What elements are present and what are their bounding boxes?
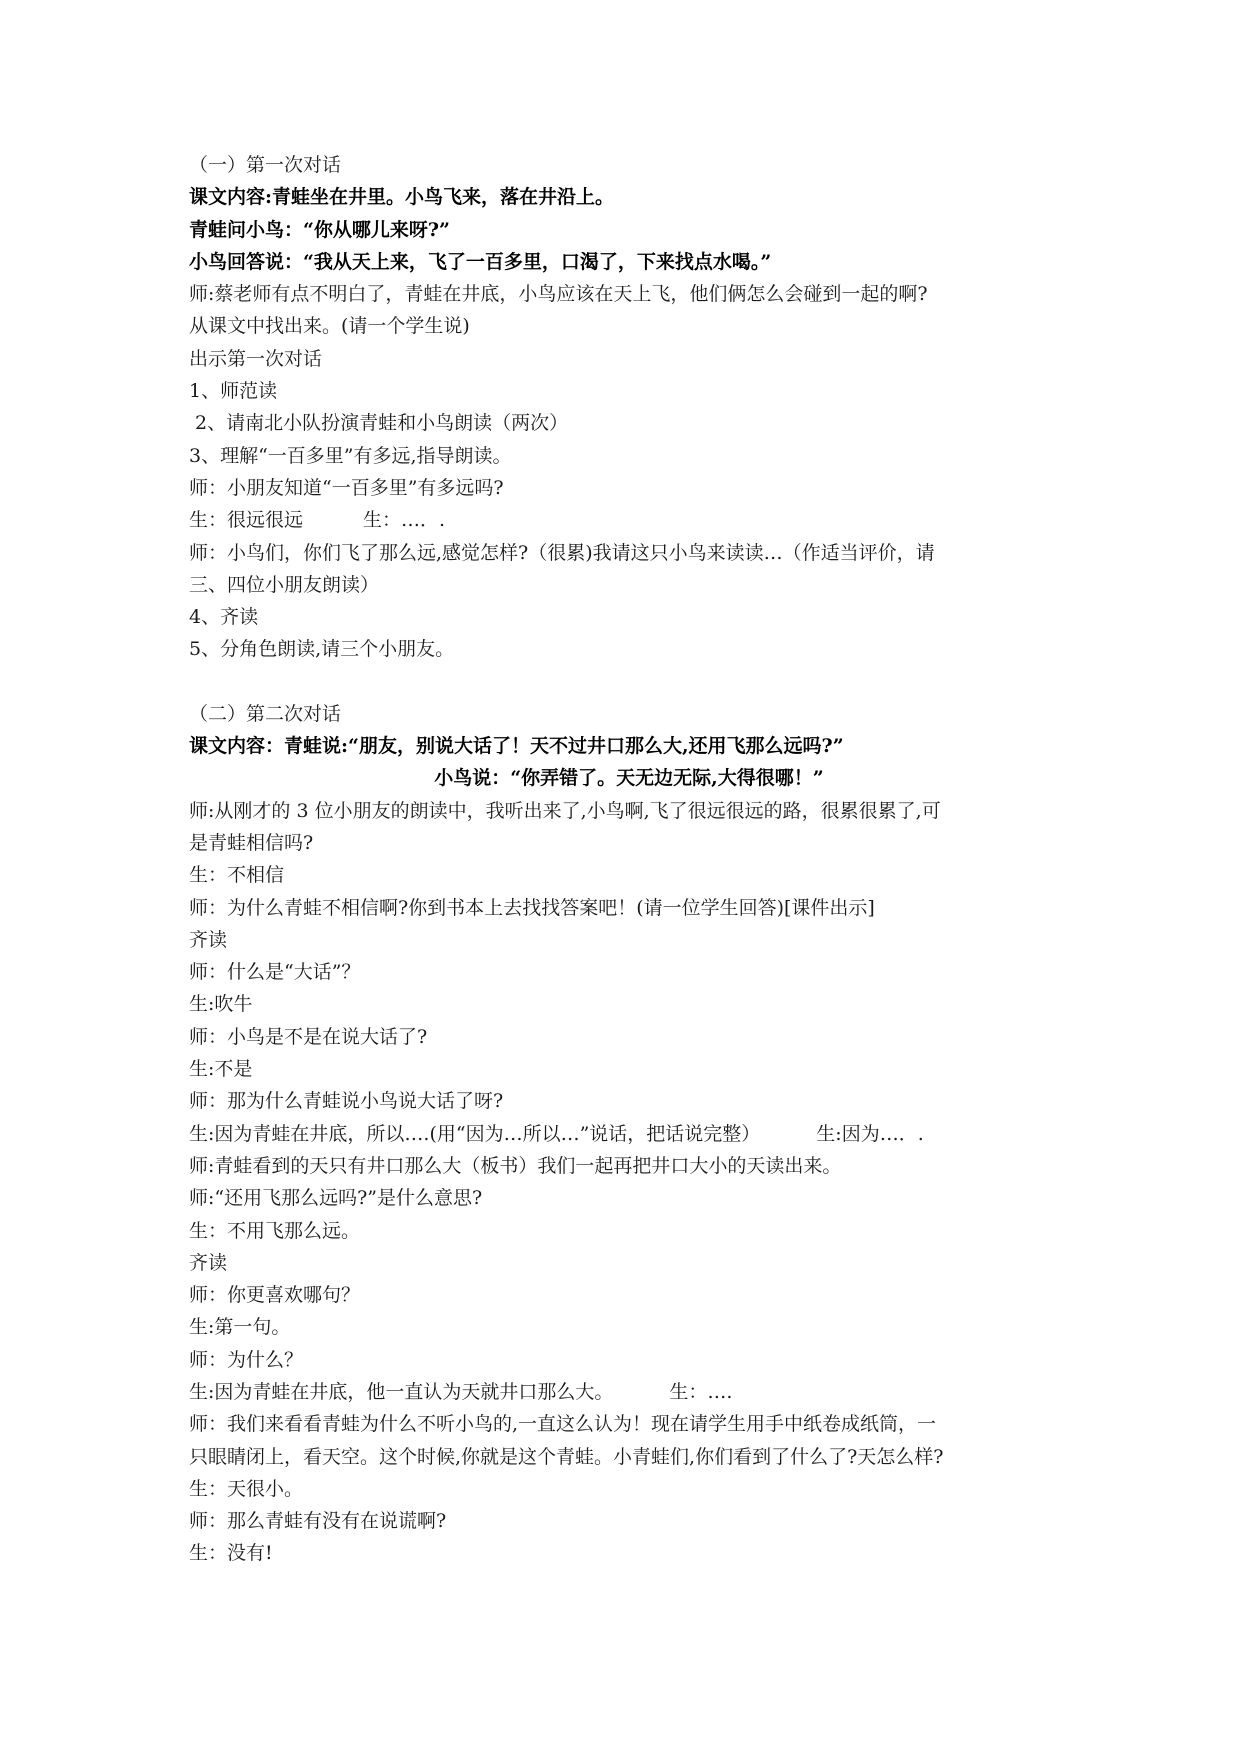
document-page (189, 149, 1069, 1570)
dialogue-row (189, 1118, 1069, 1150)
paragraph-line: 师：小鸟是不是在说大话了? (189, 1025, 428, 1048)
paragraph-line: 齐读 (189, 1251, 228, 1274)
paragraph-line: 从课文中找出来。(请一个学生说) (189, 315, 470, 338)
student-answer: 生:因为青蛙在井底，所以….(用“因为…所以…”说话，把话说完整） (189, 1122, 761, 1145)
list-item: 1、师范读 (189, 380, 278, 403)
paragraph-line: 生：不用飞那么远。 (189, 1219, 361, 1242)
list-item: 4、齐读 (189, 606, 259, 629)
section1-heading: （一）第一次对话 (189, 154, 342, 176)
list-item: 3、理解“一百多里”有多远,指导朗读。 (189, 444, 512, 467)
list-item: 5、分角色朗读,请三个小朋友。 (189, 638, 455, 661)
student-answer: 生：…. (669, 1380, 733, 1403)
paragraph-line: 师:青蛙看到的天只有井口那么大（板书）我们一起再把井口大小的天读出来。 (189, 1154, 842, 1177)
paragraph-line: 生：天很小。 (189, 1477, 304, 1500)
student-answer: 生：…．. (363, 509, 446, 532)
section2-bird-reply: 小鸟说：“你弄错了。天无边无际,大得很哪！” (434, 767, 824, 790)
paragraph-line: 师：为什么？ (189, 1348, 304, 1371)
paragraph-line: 师:从刚才的 3 位小朋友的朗读中，我听出来了,小鸟啊,飞了很远很远的路，很累很累了,可 (189, 799, 941, 822)
paragraph-line: 师：那为什么青蛙说小鸟说大话了呀? (189, 1090, 504, 1113)
paragraph-line: 生：没有! (189, 1542, 273, 1565)
student-answer: 生:因为青蛙在井底，他一直认为天就井口那么大。 (189, 1380, 614, 1403)
paragraph-line: 三、四位小朋友朗读） (189, 573, 380, 596)
paragraph-line: 师：为什么青蛙不相信啊?你到书本上去找找答案吧！(请一位学生回答)[课件出示] (189, 896, 875, 919)
paragraph-line: 师：那么青蛙有没有在说谎啊? (189, 1510, 447, 1533)
paragraph-line: 齐读 (189, 928, 228, 951)
paragraph-line: 生:不是 (189, 1058, 253, 1081)
paragraph-line: 出示第一次对话 (189, 347, 323, 370)
paragraph-line: 师：小鸟们，你们飞了那么远,感觉怎样?（很累)我请这只小鸟来读读…（作适当评价，请 (189, 541, 935, 564)
paragraph-line: 师:“还用飞那么远吗?”是什么意思? (189, 1187, 483, 1210)
section1-text-content: 课文内容:青蛙坐在井里。小鸟飞来，落在井沿上。 (189, 186, 615, 209)
paragraph-line: 生:吹牛 (189, 993, 253, 1016)
paragraph-line: 师：什么是“大话”？ (189, 961, 361, 984)
section2-text-content: 课文内容：青蛙说:“朋友，别说大话了！天不过井口那么大,还用飞那么远吗?” (189, 735, 844, 758)
dialogue-row (189, 504, 1069, 536)
paragraph-line: 只眼睛闭上，看天空。这个时候,你就是这个青蛙。小青蛙们,你们看到了什么了?天怎么样? (189, 1445, 944, 1468)
student-answer: 生：很远很远 (189, 509, 304, 532)
section1-bird-answer: 小鸟回答说：“我从天上来，飞了一百多里，口渴了，下来找点水喝。” (189, 250, 772, 273)
paragraph-line: 生:第一句。 (189, 1316, 291, 1339)
paragraph-line: 生：不相信 (189, 864, 285, 887)
student-answer: 生:因为…．. (816, 1122, 924, 1145)
dialogue-row (189, 1376, 1069, 1408)
list-item: 2、请南北小队扮演青蛙和小鸟朗读（两次） (189, 412, 569, 435)
paragraph-line: 师：你更喜欢哪句？ (189, 1284, 361, 1307)
paragraph-line: 师:蔡老师有点不明白了，青蛙在井底，小鸟应该在天上飞，他们俩怎么会碰到一起的啊? (189, 283, 928, 306)
paragraph-line: 师：我们来看看青蛙为什么不听小鸟的,一直这么认为！现在请学生用手中纸卷成纸筒，一 (189, 1413, 937, 1436)
paragraph-line: 是青蛙相信吗? (189, 831, 314, 854)
paragraph-line: 师：小朋友知道“一百多里”有多远吗? (189, 476, 504, 499)
section2-heading: （二）第二次对话 (189, 702, 342, 725)
section1-frog-question: 青蛙问小鸟：“你从哪儿来呀?” (189, 218, 450, 241)
